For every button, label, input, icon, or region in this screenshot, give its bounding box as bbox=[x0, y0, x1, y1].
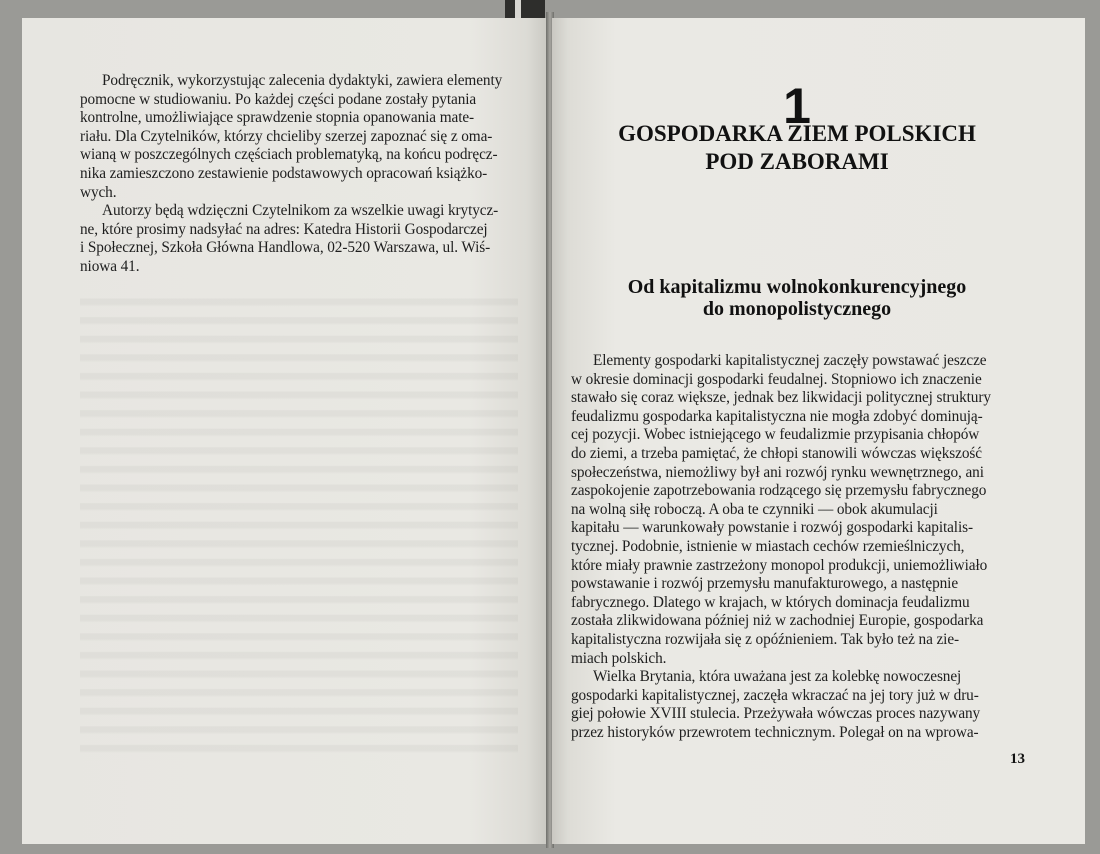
section-title: Od kapitalizmu wolnokonkurencyjnego do monopolistycznego bbox=[627, 276, 967, 320]
show-through-texture bbox=[80, 288, 518, 758]
scan-edge-strip bbox=[515, 0, 521, 18]
left-page-body bbox=[80, 72, 518, 277]
paragraph: Wielka Brytania, która uważana jest za kolebkę nowoczesnej gospodarki kapitalistycznej, zaczęła wkraczać na jej tory już w dru- giej połowie XVIII stulecia. Przeżywała wówczas proces nazywany przez historyków przewrotem technicznym. Polegał on na wprowa- bbox=[571, 668, 981, 741]
right-page bbox=[552, 18, 1085, 844]
page-number: 13 bbox=[1010, 751, 1025, 767]
right-page-body bbox=[571, 352, 1015, 742]
chapter-number: 1 bbox=[783, 78, 811, 134]
paragraph: Elementy gospodarki kapitalistycznej zaczęły powstawać jeszcze w okresie dominacji gospodarki feudalnej. Stopniowo ich znaczenie stawało się coraz większe, jednak bez likwidacji politycznej struktury feudalizmu gospodarka kapitalistyczna nie mogła zdobyć dominują- cej pozycji. Wobec istniejącego w feudalizmie przypisania chłopów do ziemi, a trzeba pamiętać, że chłopi stanowili wówczas większość społeczeństwa, niemożliwy był ani rozwój rynku wewnętrznego, ani zaspokojenie zapotrzebowania rodzącego się przemysłu fabrycznego na wolną siłę roboczą. A oba te czynniki — obok akumulacji kapitału — warunkowały powstanie i rozwój gospodarki kapitalis- tycznej. Podobnie, istnienie w miastach cechów rzemieślniczych, które miały prawnie zastrzeżony monopol produkcji, uniemożliwiało powstawanie i rozwój przemysłu manufakturowego, a następnie fabrycznego. Dlatego w krajach, w których dominacja feudalizmu została zlikwidowana później niż w zachodniej Europie, gospodarka kapitalistyczna rozwijała się z opóźnieniem. Tak było też na zie- miach polskich. bbox=[571, 352, 991, 667]
paragraph: Autorzy będą wdzięczni Czytelnikom za wszelkie uwagi krytycz- ne, które prosimy nadsyłać na adres: Katedra Historii Gospodarczej i Społecznej, Szkoła Główna Handlowa, 02-520 Warszawa, ul. Wiś- niowa 41. bbox=[80, 202, 499, 275]
left-page bbox=[22, 18, 548, 844]
paragraph: Podręcznik, wykorzystując zalecenia dydaktyki, zawiera elementy pomocne w studiowaniu. Po każdej części podane zostały pytania kontrolne, umożliwiające sprawdzenie stopnia opanowania mate- riału. Dla Czytelników, którzy chcieliby szerzej zapoznać się z oma- wianą w poszczególnych częściach problematyką, na końcu podręcz- nika zamieszczono zestawienie podstawowych opracowań książko- wych. bbox=[80, 72, 503, 201]
scan-edge bbox=[505, 0, 545, 18]
chapter-title: GOSPODARKA ZIEM POLSKICH POD ZABORAMI bbox=[618, 121, 976, 174]
